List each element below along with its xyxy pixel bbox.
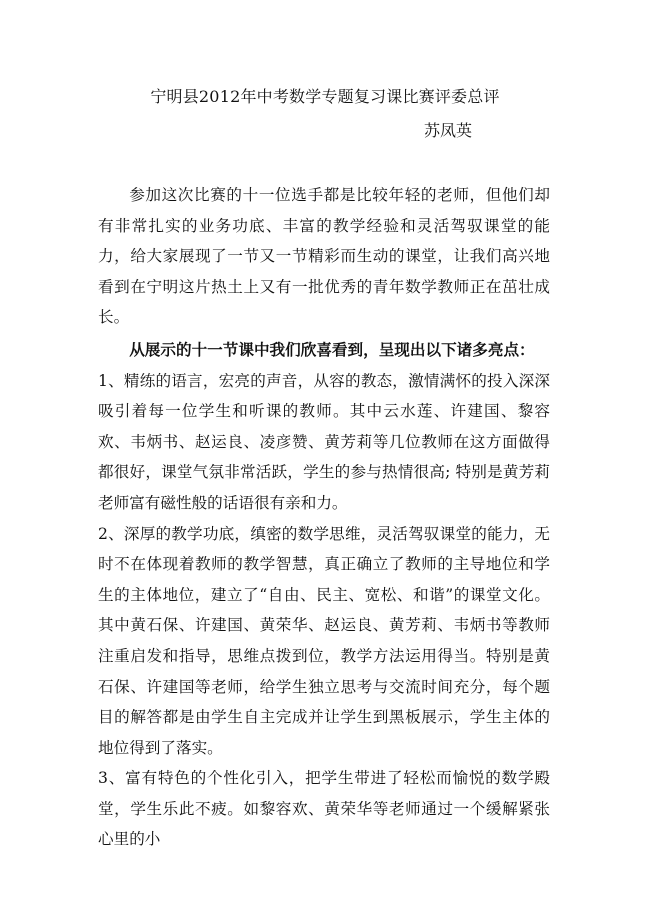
paragraph-point-2: 2、深厚的教学功底，缜密的数学思维，灵活驾驭课堂的能力，无时不在体现着教师的教学智慧，真正确立了教师的主导地位和学生的主体地位，建立了“自由、民主、宽松、和谐”的课堂文化。其中黄石保、许建国、黄荣华、赵运良、黄芳莉、韦炳书等教师注重启发和指导，思维点拨到位，教学方法运用得当。特别是黄石保、许建国等老师，给学生独立思考与交流时间充分，每个题目的解答都是由学生自主完成并让学生到黑板展示，学生主体的地位得到了落实。 bbox=[98, 524, 550, 757]
paragraph-intro: 参加这次比赛的十一位选手都是比较年轻的老师，但他们却有非常扎实的业务功底、丰富的教学经验和灵活驾驭课堂的能力，给大家展现了一节又一节精彩而生动的课堂，让我们高兴地看到在宁明这片热土上又有一批优秀的青年数学教师正在茁壮成长。 bbox=[98, 186, 550, 327]
paragraph-highlights-heading: 从展示的十一节课中我们欣喜看到，呈现出以下诸多亮点： bbox=[129, 339, 535, 359]
paragraph-point-3: 3、富有特色的个性化引入，把学生带进了轻松而愉悦的数学殿堂，学生乐此不疲。如黎容欢、黄荣华等老师通过一个缓解紧张心里的小 bbox=[98, 769, 550, 849]
paragraph-point-1: 1、精练的语言，宏亮的声音，从容的教态，激情满怀的投入深深吸引着每一位学生和听课的教师。其中云水莲、许建国、黎容欢、韦炳书、赵运良、凌彦赞、黄芳莉等几位教师在这方面做得都很好，课堂气氛非常活跃，学生的参与热情很高; 特别是黄芳莉老师富有磁性般的话语很有亲和力。 bbox=[98, 371, 550, 512]
document-title: 宁明县2012年中考数学专题复习课比赛评委总评 bbox=[150, 87, 500, 106]
document-body bbox=[98, 180, 550, 855]
document-author: 苏凤英 bbox=[424, 121, 473, 140]
